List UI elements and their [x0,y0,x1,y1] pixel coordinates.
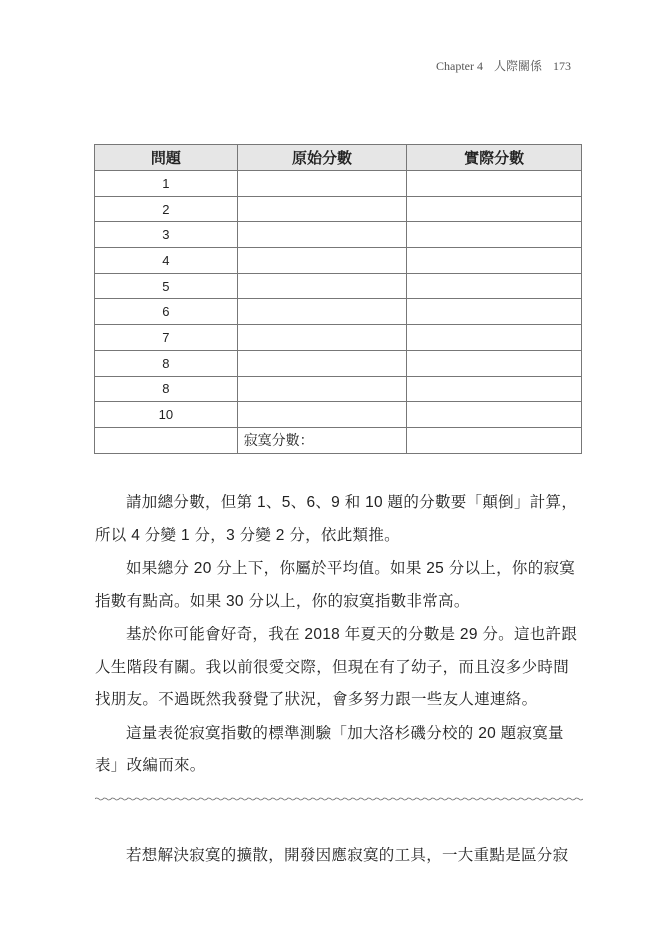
total-label: 寂寞分數： [237,427,407,453]
table-row [95,248,582,274]
column-header: 原始分數 [237,145,407,171]
raw-score-cell [237,273,407,299]
total-row [95,427,582,453]
question-number: 4 [95,248,238,274]
table-row [95,222,582,248]
paragraph: 若想解決寂寞的擴散，開發因應寂寞的工具，一大重點是區分寂 [126,847,569,864]
wavy-divider [95,795,583,803]
table-row [95,402,582,428]
actual-score-cell [407,248,582,274]
column-header: 問題 [95,145,238,171]
raw-score-cell [237,325,407,351]
paragraph: 基於你可能會好奇，我在 2018 年夏天的分數是 29 分。這也許跟 人生階段有關。我以前很愛交際，但現在有了幼子，而且沒多少時間 找朋友。不過既然我發覺了狀況，會多努力跟一些友人連連絡。 [95,626,578,708]
actual-score-cell [407,350,582,376]
table-row [95,299,582,325]
question-number: 6 [95,299,238,325]
table-row [95,196,582,222]
question-number: 10 [95,402,238,428]
page-number: 173 [553,59,571,73]
actual-score-cell [407,299,582,325]
raw-score-cell [237,350,407,376]
chapter-title: 人際關係 [493,59,542,73]
raw-score-cell [237,402,407,428]
column-header: 實際分數 [407,145,582,171]
running-header [428,57,571,74]
raw-score-cell [237,248,407,274]
table-row [95,376,582,402]
table-row [95,350,582,376]
question-number: 2 [95,196,238,222]
actual-score-cell [407,402,582,428]
raw-score-cell [237,222,407,248]
chapter-label: Chapter 4 [435,59,483,73]
raw-score-cell [237,376,407,402]
body-text [95,487,585,784]
question-number: 8 [95,376,238,402]
question-number: 8 [95,350,238,376]
question-number: 1 [95,171,238,197]
actual-score-cell [407,325,582,351]
table-row [95,273,582,299]
table-row [95,171,582,197]
paragraph: 如果總分 20 分上下，你屬於平均值。如果 25 分以上，你的寂寞 指數有點高。如果 30 分以上，你的寂寞指數非常高。 [95,560,576,610]
table-row [95,325,582,351]
question-number: 7 [95,325,238,351]
table-header-row [95,145,582,171]
score-table [94,144,582,454]
paragraph: 請加總分數，但第 1、5、6、9 和 10 題的分數要「顛倒」計算， 所以 4 分變 1 分，3 分變 2 分，依此類推。 [95,494,578,544]
question-number: 5 [95,273,238,299]
question-number: 3 [95,222,238,248]
raw-score-cell [237,299,407,325]
actual-score-cell [407,222,582,248]
actual-score-cell [407,196,582,222]
actual-score-cell [407,273,582,299]
raw-score-cell [237,171,407,197]
actual-score-cell [407,376,582,402]
actual-score-cell [407,171,582,197]
raw-score-cell [237,196,407,222]
paragraph: 這量表從寂寞指數的標準測驗「加大洛杉磯分校的 20 題寂寞量 表」改編而來。 [95,724,564,774]
